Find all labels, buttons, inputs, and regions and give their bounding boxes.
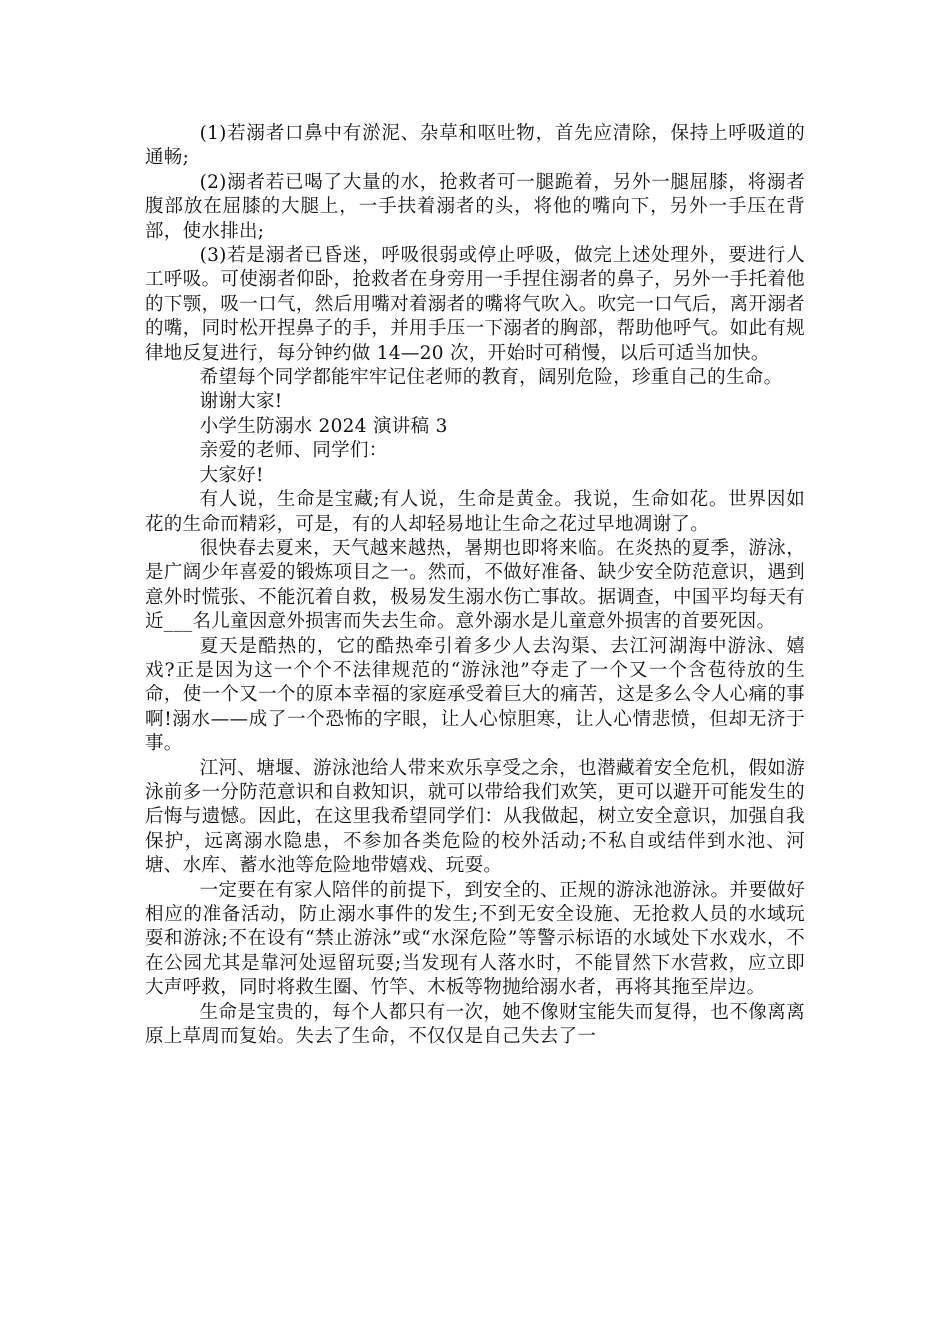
paragraph-thanks: 谢谢大家! [199, 391, 283, 413]
document-page [145, 122, 805, 1049]
paragraph-rescue-step-2: (2)溺者若已喝了大量的水，抢救者可一腿跪着，另外一腿屈膝，将溺者腹部放在屈膝的大腿上，一手扶着溺者的头，将他的嘴向下，另外一手压在背部，使水排出; [145, 171, 805, 242]
paragraph-family-company: 一定要在有家人陪伴的前提下，到安全的、正规的游泳池游泳。并要做好相应的准备活动，防止溺水事件的发生;不到无安全设施、无抢救人员的水域玩耍和游泳;不在设有“禁止游泳”或“水深危险”等警示标语的水域处下水戏水，不在公园尤其是靠河处逗留玩耍;当发现有人落水时，不能冒然下水营救，应立即大声呼救，同时将救生圈、竹竿、木板等物抛给溺水者，再将其拖至岸边。 [145, 879, 805, 999]
paragraph-summer-swimming: 很快春去夏来，天气越来越热，暑期也即将来临。在炎热的夏季，游泳，是广阔少年喜爱的锻炼项目之一。然而，不做好准备、缺少安全防范意识，遇到意外时慌张、不能沉着自救，极易发生溺水伤亡事故。据调查，中国平均每天有近___名儿童因意外损害而失去生命。意外溺水是儿童意外损害的首要死因。 [145, 537, 805, 633]
paragraph-rescue-step-3: (3)若是溺者已昏迷，呼吸很弱或停止呼吸，做完上述处理外，要进行人工呼吸。可使溺者仰卧，抢救者在身旁用一手捏住溺者的鼻子，另外一手托着他的下颚，吸一口气，然后用嘴对着溺者的嘴将气吹入。吹完一口气后，离开溺者的嘴，同时松开捏鼻子的手，并用手压一下溺者的胸部，帮助他呼气。如此有规律地反复进行，每分钟约做 14—20 次，开始时可稍慢，以后可适当加快。 [145, 245, 805, 364]
salutation: 亲爱的老师、同学们： [199, 440, 388, 462]
paragraph-life-precious: 生命是宝贵的，每个人都只有一次，她不像财宝能失而复得，也不像离离原上草周而复始。失去了生命，不仅仅是自己失去了一 [145, 1001, 805, 1048]
greeting: 大家好! [199, 464, 264, 486]
paragraph-rivers-ponds: 江河、塘堰、游泳池给人带来欢乐享受之余，也潜藏着安全危机，假如游泳前多一分防范意识和自救知识，就可以带给我们欢笑，更可以避开可能发生的后悔与遗憾。因此，在这里我希望同学们：从我做起，树立安全意识，加强自我保护，远离溺水隐患，不参加各类危险的校外活动;不私自或结伴到水池、河塘、水库、蓄水池等危险地带嬉戏、玩耍。 [145, 757, 805, 877]
paragraph-life-like-flower: 有人说，生命是宝藏;有人说，生命是黄金。我说，生命如花。世界因如花的生命而精彩，可是，有的人却轻易地让生命之花过早地凋谢了。 [145, 489, 805, 535]
paragraph-rescue-step-1: (1)若溺者口鼻中有淤泥、杂草和呕吐物，首先应清除，保持上呼吸道的通畅; [145, 123, 805, 169]
speech-title: 小学生防溺水 2024 演讲稿 3 [199, 415, 448, 437]
paragraph-closing-wish: 希望每个同学都能牢牢记住老师的教育，阔别危险，珍重自己的生命。 [199, 367, 783, 389]
paragraph-hot-summer: 夏天是酷热的，它的酷热牵引着多少人去沟渠、去江河湖海中游泳、嬉戏?正是因为这一个个不法律规范的“游泳池”夺走了一个又一个含苞待放的生命，使一个又一个的原本幸福的家庭承受着巨大的痛苦，这是多么令人心痛的事啊!溺水——成了一个恐怖的字眼，让人心惊胆寒，让人心情悲愤，但却无济于事。 [145, 635, 805, 755]
